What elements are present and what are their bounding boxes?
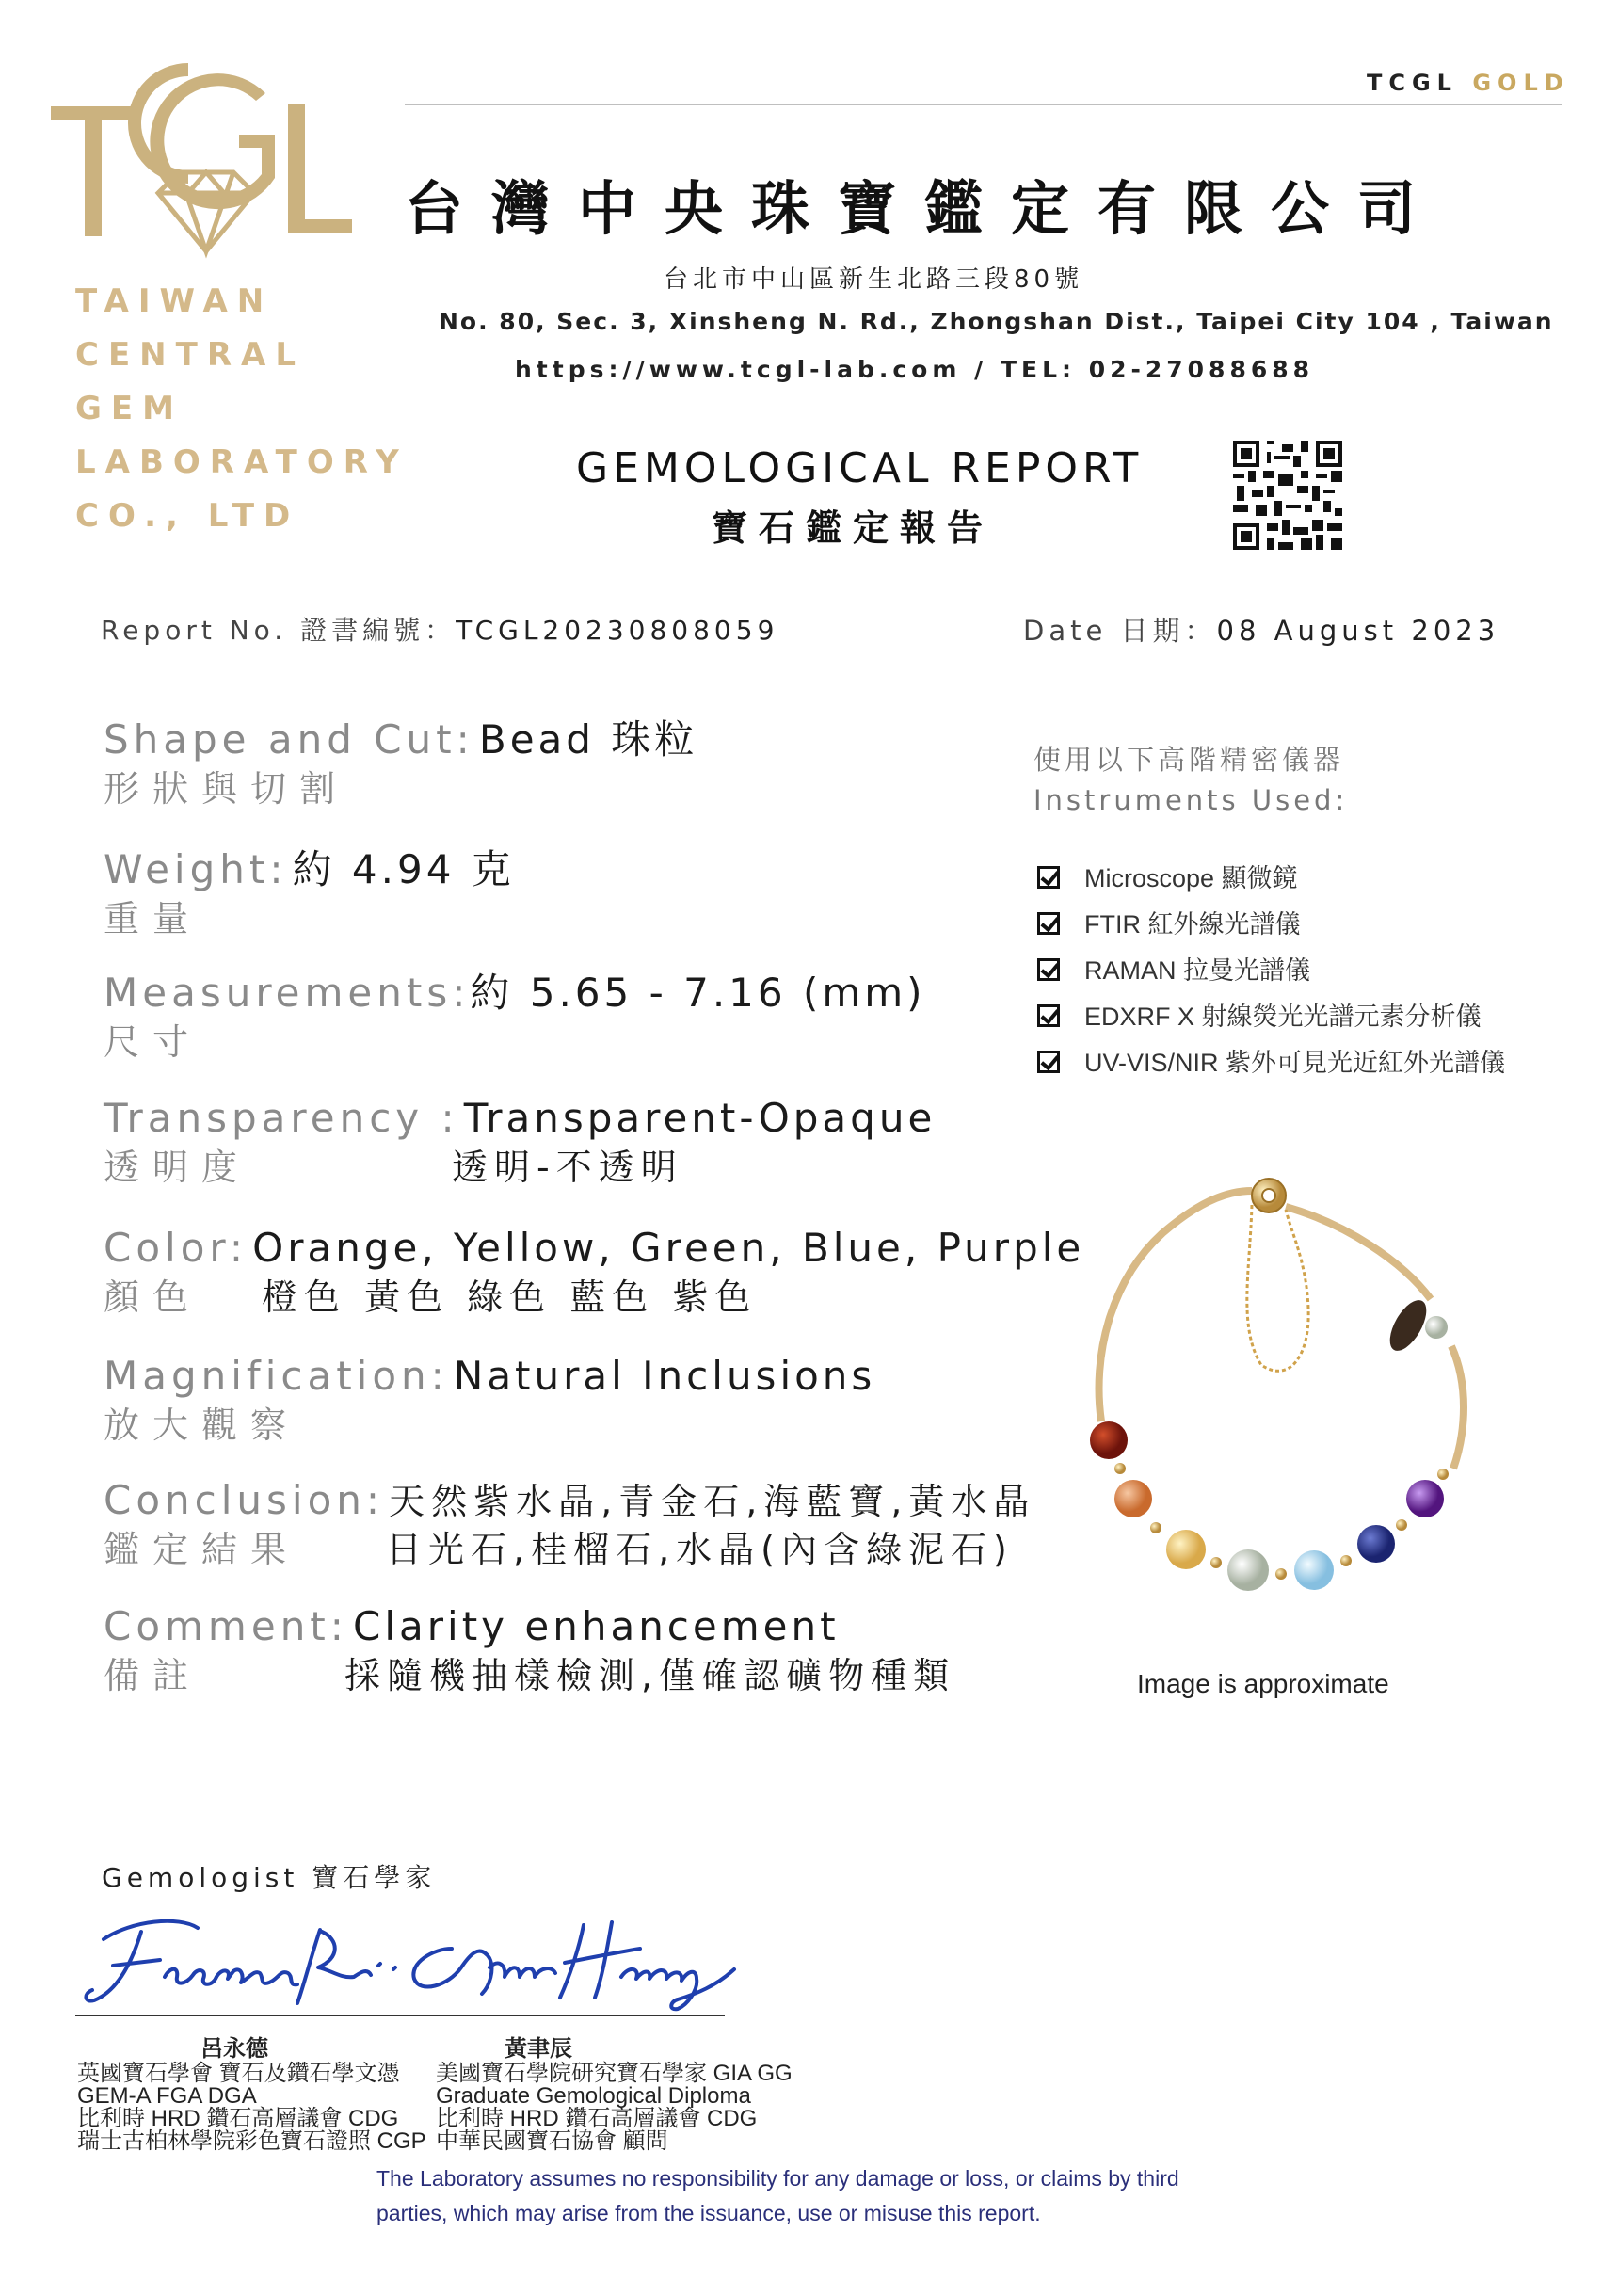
gemologist-credential: Graduate Gemological Diploma [436,2083,751,2109]
tier-name: GOLD [1472,70,1570,96]
tier-prefix: TCGL [1367,70,1458,96]
field-label: Weight: [104,846,288,892]
checkbox-checked-icon [1037,1004,1060,1027]
field-value: Orange, Yellow, Green, Blue, Purple [252,1225,1085,1271]
gemologist-name: 呂永德 [200,2035,268,2062]
instrument-label: Microscope 顯微鏡 [1084,864,1298,892]
report-number [101,610,778,648]
field-label: Conclusion: [104,1477,385,1523]
checkbox-checked-icon [1037,866,1060,889]
field-label-zh: 鑑定結果 [104,1529,300,1570]
qr-code[interactable] [1233,441,1342,550]
logo-word: CENTRAL [75,336,305,374]
gemologist-credential: GEM-A FGA DGA [77,2083,257,2109]
field-label: Comment: [104,1603,348,1649]
field-value: Clarity enhancement [353,1603,840,1649]
instrument-item [1037,950,1310,987]
company-name: 台灣中央珠寶鑑定有限公司 [405,174,1445,243]
field-label: Shape and Cut: [104,716,474,763]
instrument-label: RAMAN 拉曼光譜儀 [1084,956,1311,985]
instruments-heading [1033,740,1348,821]
disclaimer-line: The Laboratory assumes no responsibility for any damage or loss, or claims by third [376,2166,1179,2191]
field-value: Transparent-Opaque [463,1095,937,1141]
field-label: Magnification: [104,1353,449,1399]
field-value: 約 5.65 - 7.16 (mm) [470,970,926,1016]
logo-word: GEM [75,390,184,427]
field-label-zh: 備註 [104,1655,202,1696]
field-weight [104,845,515,943]
gemologist-credential: 瑞士古柏林學院彩色寶石證照 CGP [77,2128,426,2154]
field-label: Measurements: [104,970,471,1016]
field-magnification [104,1352,875,1450]
gemologist-credential: 比利時 HRD 鑽石高層議會 CDG [77,2106,399,2131]
gemologist-signatures [75,1911,753,2015]
bracelet-photo [1073,1167,1487,1610]
disclaimer-line: parties, which may arise from the issuance, use or misuse this report. [376,2201,1041,2225]
tier-badge [1367,70,1570,96]
disclaimer [376,2161,1179,2231]
checkbox-checked-icon [1037,958,1060,981]
field-value: Natural Inclusions [453,1353,876,1399]
gemologist-name: 黃聿辰 [505,2035,572,2062]
field-measurements [104,969,926,1067]
instrument-item [1037,1042,1505,1079]
address-en: No. 80, Sec. 3, Xinsheng N. Rd., Zhongshan Dist., Taipei City 104 , Taiwan [439,308,1554,335]
gemologist-credential: 美國寶石學院研究寶石學家 GIA GG [436,2061,793,2086]
report-number-value: TCGL20230808059 [456,615,779,646]
field-comment [104,1602,955,1700]
image-caption: Image is approximate [1137,1669,1389,1698]
field-conclusion [104,1476,1035,1574]
report-title-en: GEMOLOGICAL REPORT [576,444,1144,492]
gemologist-credential: 中華民國寶石協會 顧問 [436,2128,668,2154]
field-value: 天然紫水晶,青金石,海藍寶,黃水晶 [389,1481,1036,1522]
header-divider [405,104,1562,105]
instruments-heading-en: Instruments Used: [1033,784,1349,816]
field-color [104,1224,1084,1322]
gemologist-label: Gemologist 寶石學家 [102,1862,437,1893]
field-label-zh: 透明度 [104,1147,251,1188]
field-label: Color: [104,1225,248,1271]
field-value-zh: 橙色 黃色 綠色 藍色 紫色 [262,1276,758,1318]
field-label-zh: 重量 [104,898,202,939]
signature-line [75,2015,725,2016]
instruments-heading-zh: 使用以下高階精密儀器 [1033,744,1345,776]
field-label-zh: 形狀與切割 [104,768,349,810]
field-value-zh: 採隨機抽樣檢測,僅確認礦物種類 [344,1655,956,1696]
field-label: Transparency : [104,1095,459,1141]
instrument-label: EDXRF X 射線熒光光譜元素分析儀 [1084,1003,1482,1031]
report-date-value: 08 August 2023 [1216,615,1500,647]
instrument-label: FTIR 紅外線光譜儀 [1084,910,1301,939]
website-and-phone[interactable]: https://www.tcgl-lab.com / TEL: 02-27088688 [515,356,1315,383]
gemologist-credential: 比利時 HRD 鑽石高層議會 CDG [436,2106,758,2131]
tcgl-logo [47,52,358,268]
report-title-zh: 寶石鑑定報告 [712,507,995,549]
field-transparency [104,1094,936,1192]
logo-word: CO., LTD [75,497,300,535]
address-zh: 台北市中山區新生北路三段80號 [664,265,1084,294]
field-label-zh: 尺寸 [104,1021,202,1063]
field-value: Bead 珠粒 [478,716,698,763]
logo-word: LABORATORY [75,443,409,481]
instrument-item [1037,996,1482,1033]
instrument-item [1037,904,1301,940]
report-date [1023,610,1499,649]
checkbox-checked-icon [1037,1051,1060,1073]
field-value-zh: 日光石,桂榴石,水晶(內含綠泥石) [386,1529,1014,1570]
field-label-zh: 放大觀察 [104,1405,300,1446]
field-value-zh: 透明-不透明 [452,1147,683,1188]
checkbox-checked-icon [1037,912,1060,935]
field-value: 約 4.94 克 [292,846,515,892]
field-shape-and-cut [104,715,697,813]
report-number-label: Report No. 證書編號： [101,615,457,646]
instrument-label: UV-VIS/NIR 紫外可見光近紅外光譜儀 [1084,1049,1506,1077]
logo-wordmark [75,275,409,543]
logo-word: TAIWAN [75,282,274,320]
report-date-label: Date 日期： [1023,615,1217,647]
field-label-zh: 顏色 [104,1276,202,1318]
gemologist-credential: 英國寶石學會 寶石及鑽石學文憑 [77,2061,400,2086]
instrument-item [1037,858,1298,894]
